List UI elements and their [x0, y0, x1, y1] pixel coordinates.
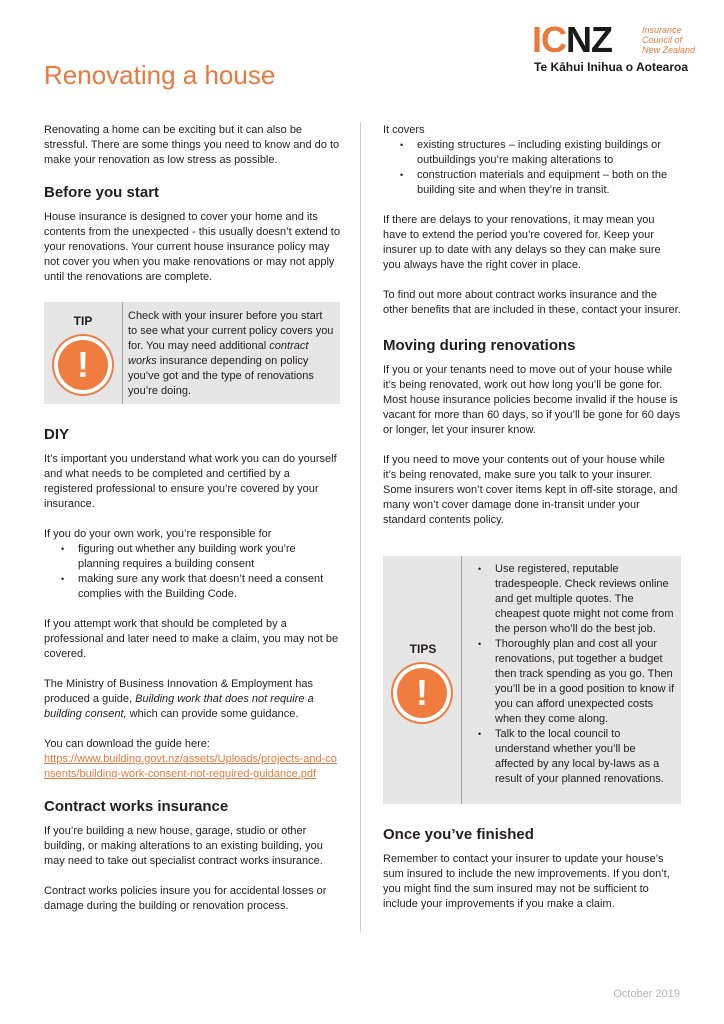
tips-list [467, 562, 677, 787]
delays-text: If there are delays to your renovations, it may mean you have to extend the period you’re covered for. Keep your insurer up to date with any delays so they can make sure you always have the right cover in place. [383, 214, 661, 271]
tip-text [128, 309, 334, 399]
diy-list-intro: If you do your own work, you’re responsible for [44, 528, 272, 540]
logo-maori-name: Te Kāhui Inihua o Aotearoa [534, 60, 689, 74]
list-item: • existing structures – including existing buildings or outbuildings you’re making alterations to [417, 138, 681, 168]
list-item: • Use registered, reputable tradespeople. Check reviews online and get multiple quotes. The cheapest quote might not come from the person who’ll do the best job. [495, 562, 677, 637]
guide-download-link[interactable]: https://www.building.govt.nz/assets/Uploads/projects-and-consents/building-work-consent-not-required-guidance.pdf [44, 753, 337, 780]
left-column [44, 123, 340, 300]
logo-tagline-line: Insurance [642, 25, 682, 35]
moving-heading: Moving during renovations [383, 337, 576, 354]
logo-nz: NZ [566, 19, 612, 60]
contract-works-heading: Contract works insurance [44, 798, 229, 815]
right-column [383, 123, 681, 543]
list-item: • figuring out whether any building work you’re planning requires a building consent [78, 542, 340, 572]
diy-text: It’s important you understand what work you can do yourself and what needs to be completed and certified by a registered professional to ensure you’re covered by your insurance. [44, 453, 337, 510]
logo-tagline [642, 25, 695, 55]
logo-tagline-line: Council of [642, 35, 683, 45]
tips-text [467, 562, 677, 787]
tips-separator [461, 556, 462, 804]
list-item: • Talk to the local council to understand whether you’ll be affected by any local by-laws as a result of your planned renovations. [495, 727, 677, 787]
list-item: • construction materials and equipment – both on the building site and when they’re in transit. [417, 168, 681, 198]
tip-box [44, 302, 340, 404]
finished-text: Remember to contact your insurer to update your house’s sum insured to include the new improvements. If you don’t, you might find the sum insured may not be sufficient to include your improvements if you make a claim. [383, 853, 670, 910]
moving-text: If you or your tenants need to move out of your house while it’s being renovated, work out how long you’ll be gone for. Most house insurance policies become invalid if the house is vacant for more than 60 days, so if you’ll be gone for 60 days or longer, let your insurer know. [383, 364, 681, 436]
footer-date: October 2019 [613, 988, 680, 1000]
ministry-guide-title: Building work that does not require a building consent, [44, 693, 314, 720]
intro-paragraph: Renovating a home can be exciting but it can also be stressful. There are some things you need to know and do to make your renovation as low stress as possible. [44, 124, 340, 166]
ministry-text [44, 677, 340, 722]
moving-contents-text: If you need to move your contents out of your house while it’s being renovated, make sure you talk to your insurer. Some insurers won’t cover items kept in off-site storage, and many won’t cover damage done in-transit under your standard contents policy. [383, 454, 678, 526]
before-you-start-heading: Before you start [44, 184, 160, 201]
column-divider [360, 122, 361, 932]
tips-label: TIPS [409, 642, 437, 656]
exclamation-icon: ! [397, 668, 447, 718]
tips-box [383, 556, 681, 804]
download-text: You can download the guide here: [44, 738, 210, 750]
tip-separator [122, 302, 123, 404]
icnz-logo [532, 19, 702, 78]
right-column-lower [383, 825, 681, 927]
tip-text-part: Check with your insurer before you start to see what your current policy covers you for. You may need additional [128, 310, 334, 352]
logo-tagline-line: New Zealand [642, 45, 696, 55]
finished-heading: Once you’ve finished [383, 826, 534, 843]
list-item: • Thoroughly plan and cost all your renovations, put together a budget then track spending as you go. Then you’ll be in a good position to know if you can afford unexpected costs when they come along. [495, 637, 677, 727]
before-you-start-text: House insurance is designed to cover your home and its contents from the unexpected - this usually doesn’t extend to your renovations. Your current house insurance policy may not cover you when you make renovations or may not apply until the renovations are complete. [44, 211, 340, 283]
left-column-lower [44, 425, 340, 929]
contract-works-policy-text: Contract works policies insure you for accidental losses or damage during the building or renovation process. [44, 885, 327, 912]
logo-wordmark [532, 19, 612, 60]
exclamation-icon: ! [58, 340, 108, 390]
contract-works-text: If you’re building a new house, garage, studio or other building, or making alterations to an existing building, you may need to take out specialist contract works insurance. [44, 825, 323, 867]
ministry-text-part: which can provide some guidance. [126, 708, 299, 720]
logo-ic: IC [532, 19, 566, 60]
tip-label: TIP [73, 314, 93, 328]
diy-heading: DIY [44, 426, 70, 443]
covers-intro: It covers [383, 124, 425, 136]
covers-list [383, 138, 681, 198]
tip-text-emphasis: contract works [128, 340, 309, 367]
diy-list [44, 542, 340, 602]
find-out-more-text: To find out more about contract works insurance and the other benefits that are included in these, contact your insurer. [383, 289, 681, 316]
tip-text-part: insurance depending on policy you’ve got and the type of renovations you’re doing. [128, 355, 314, 397]
ministry-text-part: The Ministry of Business Innovation & Employment has produced a guide, [44, 678, 314, 705]
list-item: • making sure any work that doesn’t need a consent complies with the Building Code. [78, 572, 340, 602]
page-title: Renovating a house [44, 60, 276, 90]
diy-attempt-text: If you attempt work that should be completed by a professional and later need to make a claim, you may not be covered. [44, 618, 339, 660]
